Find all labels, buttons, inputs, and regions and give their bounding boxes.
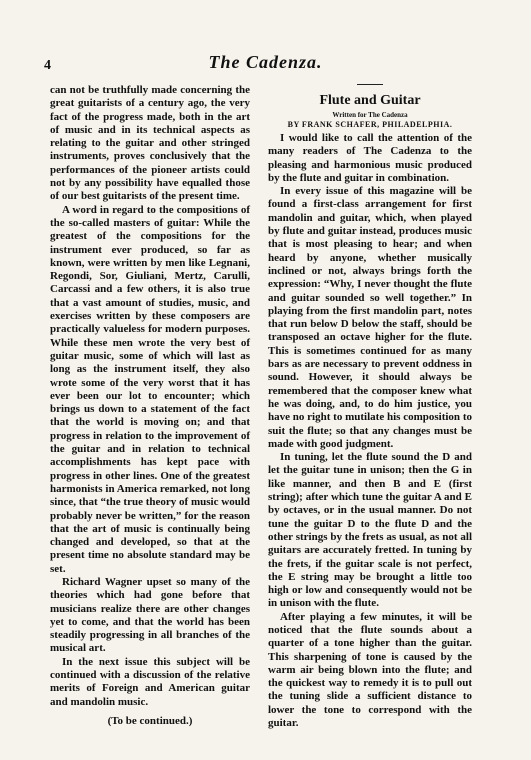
paragraph: Richard Wagner upset so many of the theories which had gone before that musicians realize there are other changes yet to come, and that the world has been steadily progressing in all branches of the musical art. xyxy=(50,575,250,655)
right-column xyxy=(268,84,472,730)
paragraph: In tuning, let the flute sound the D and let the guitar tune in unison; then the G in like manner, and then B and E (first string); after which tune the guitar A and E by octaves, or in the usual manner. Do not tune the guitar D to the flute D and the other strings by the frets as usual, as not all guitars are accurately fretted. In tuning by the frets, if the guitar scale is not perfect, the E string may be brought a little too high or low and consequently would not be in unison with the flute. xyxy=(268,451,472,610)
paragraph: In the next issue this subject will be continued with a discussion of the relative merits of Foreign and American guitar and mandolin music. xyxy=(50,655,250,708)
article-title: Flute and Guitar xyxy=(319,93,421,108)
continued-note: (To be continued.) xyxy=(107,714,193,727)
paragraph: A word in regard to the compositions of the so-called masters of guitar: While the greatest of the compositions for the instrument ever produced, so far as known, were written by men like Legnani, Regondi, Sor, Giuliani, Mertz, Carulli, Carcassi and a few others, it is also true that a vast amount of studies, music, and exercises written by these composers are practically valueless for modern purposes. While these men wrote the very best of guitar music, some of which will last as long as the instrument itself, they also wrote some of the very worst that it has ever been our lot to encounter; which brings us down to a statement of the fact that the world is moving on; and that progress in relation to the improvement of the guitar and in relation to technical accomplishments has kept pace with progress in other lines. One of the greatest harmonists in America remarked, not long since, that “the true theory of music would probably never be written,” for the reason that the art of music is continually being changed and developed, so that at the present time no absolute standard may be set. xyxy=(50,203,250,575)
written-for-note: Written for The Cadenza xyxy=(332,111,408,119)
title-rule xyxy=(357,84,383,85)
page-number: 4 xyxy=(44,58,51,73)
paragraph: In every issue of this magazine will be found a first-class arrangement for first mandolin and guitar, which, when played by flute and guitar instead, produces music that is most pleasing to hear; and when heard by anyone, whether musically inclined or not, always brings forth the expression: “Why, I never thought the flute and guitar sounded so well together.” In playing from the first mandolin part, notes that run below D below the staff, should be transposed an octave higher for the flute. This is sometimes continued for as many bars as are necessary to prevent oddness in sound. However, it should always be remembered that the composer knew what he was doing, and, to do him justice, you have no right to mutilate his composition to suit the flute; so that any changes must be made with good judgment. xyxy=(268,185,472,450)
author-byline: BY FRANK SCHAFER, PHILADELPHIA. xyxy=(287,120,453,129)
paragraph: I would like to call the attention of the many readers of The Cadenza to the pleasing and harmonious music produced by the flute and guitar in combination. xyxy=(268,132,472,184)
masthead: The Cadenza. xyxy=(208,52,323,72)
paragraph: can not be truthfully made concerning the great guitarists of a century ago, the very fact of the progress made, both in the art of music and in its technical aspects as relating to the guitar and other stringed instruments, proves conclusively that the performances of the pioneer artists could not by any possibility have equalled those of our best guitarists of the present time. xyxy=(50,84,250,203)
paragraph: After playing a few minutes, it will be noticed that the flute sounds about a quarter of a tone higher than the guitar. This sharpening of tone is caused by the warm air being blown into the flute; and the quickest way to remedy it is to pull out the tuning slide a sufficient distance to lower the tone to correspond with the guitar. xyxy=(268,610,472,730)
left-column xyxy=(50,84,250,728)
